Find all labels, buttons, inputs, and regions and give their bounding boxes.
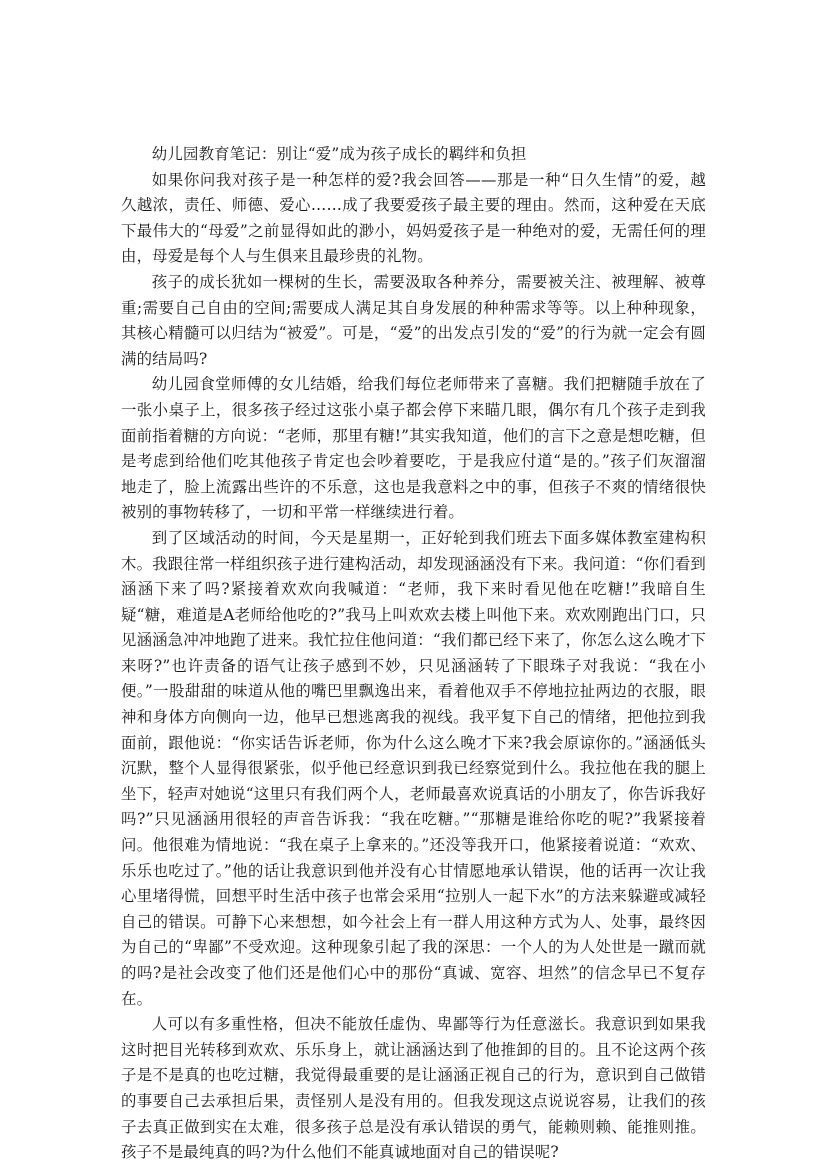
- paragraph-2: 孩子的成长犹如一棵树的生长，需要汲取各种养分，需要被关注、被理解、被尊重;需要自己自由的空间;需要成人满足其自身发展的种种需求等等。以上种种现象，其核心精髓可以归结为“被爱”。可是，“爱”的出发点引发的“爱”的行为就一定会有圆满的结局吗?: [121, 272, 706, 368]
- paragraph-4: 到了区域活动的时间，今天是星期一，正好轮到我们班去下面多媒体教室建构积木。我跟往常一样组织孩子进行建构活动，却发现涵涵没有下来。我问道：“你们看到涵涵下来了吗?紧接着欢欢向我喊道：“老师，我下来时看见他在吃糖!”我暗自生疑“糖，难道是A老师给他吃的?”我马上叫欢欢去楼上叫他下来。欢欢刚跑出门口，只见涵涵急冲冲地跑了进来。我忙拉住他问道：“我们都已经下来了，你怎么这么晚才下来呀?”也许责备的语气让孩子感到不妙，只见涵涵转了下眼珠子对我说：“我在小便。”一股甜甜的味道从他的嘴巴里飘逸出来，看着他双手不停地拉扯两边的衣服，眼神和身体方向侧向一边，他早已想逃离我的视线。我平复下自己的情绪，把他拉到我面前，跟他说：“你实话告诉老师，你为什么这么晚才下来?我会原谅你的。”涵涵低头沉默，整个人显得很紧张，似乎他已经意识到我已经察觉到什么。我拉他在我的腿上坐下，轻声对她说“这里只有我们两个人，老师最喜欢说真话的小朋友了，你告诉我好吗?”只见涵涵用很轻的声音告诉我：“我在吃糖。”“那糖是谁给你吃的呢?”我紧接着问。他很难为情地说：“我在桌子上拿来的。”还没等我开口，他紧接着说道：“欢欢、乐乐也吃过了。”他的话让我意识到他并没有心甘情愿地承认错误，他的话再一次让我心里堵得慌，回想平时生活中孩子也常会采用“拉别人一起下水”的方法来躲避或减轻自己的错误。可静下心来想想，如今社会上有一群人用这种方式为人、处事，最终因为自己的“卑鄙”不受欢迎。这种现象引起了我的深思：一个人的为人处世是一蹴而就的吗?是社会改变了他们还是他们心中的那份“真诚、宽容、坦然”的信念早已不复存在。: [121, 528, 706, 1008]
- paragraph-1: 如果你问我对孩子是一种怎样的爱?我会回答——那是一种“日久生情”的爱，越久越浓，责任、师德、爱心……成了我要爱孩子最主要的理由。然而，这种爱在天底下最伟大的“母爱”之前显得如此的渺小，妈妈爱孩子是一种绝对的爱，无需任何的理由，母爱是每个人与生俱来且最珍贵的礼物。: [121, 170, 706, 266]
- document-title: 幼儿园教育笔记：别让“爱”成为孩子成长的羁绊和负担: [151, 145, 527, 163]
- document-body: [121, 142, 706, 1166]
- paragraph-3: 幼儿园食堂师傅的女儿结婚，给我们每位老师带来了喜糖。我们把糖随手放在了一张小桌子上，很多孩子经过这张小桌子都会停下来瞄几眼，偶尔有几个孩子走到我面前指着糖的方向说：“老师，那里有糖!”其实我知道，他们的言下之意是想吃糖，但是考虑到给他们吃其他孩子肯定也会吵着要吃，于是我应付道“是的。”孩子们灰溜溜地走了，脸上流露出些许的不乐意，这也是我意料之中的事，但孩子不爽的情绪很快被别的事物转移了，一切和平常一样继续进行着。: [121, 375, 706, 522]
- paragraph-5: 人可以有多重性格，但决不能放任虚伪、卑鄙等行为任意滋长。我意识到如果我这时把目光转移到欢欢、乐乐身上，就让涵涵达到了他推卸的目的。且不论这两个孩子是不是真的也吃过糖，我觉得最重要的是让涵涵正视自己的行为，意识到自己做错的事要自己去承担后果，责怪别人是没有用的。但我发现这点说说容易，让我们的孩子去真正做到实在太难，很多孩子总是没有承认错误的勇气，能赖则赖、能推则推。孩子不是最纯真的吗?为什么他们不能真诚地面对自己的错误呢?: [121, 1015, 706, 1162]
